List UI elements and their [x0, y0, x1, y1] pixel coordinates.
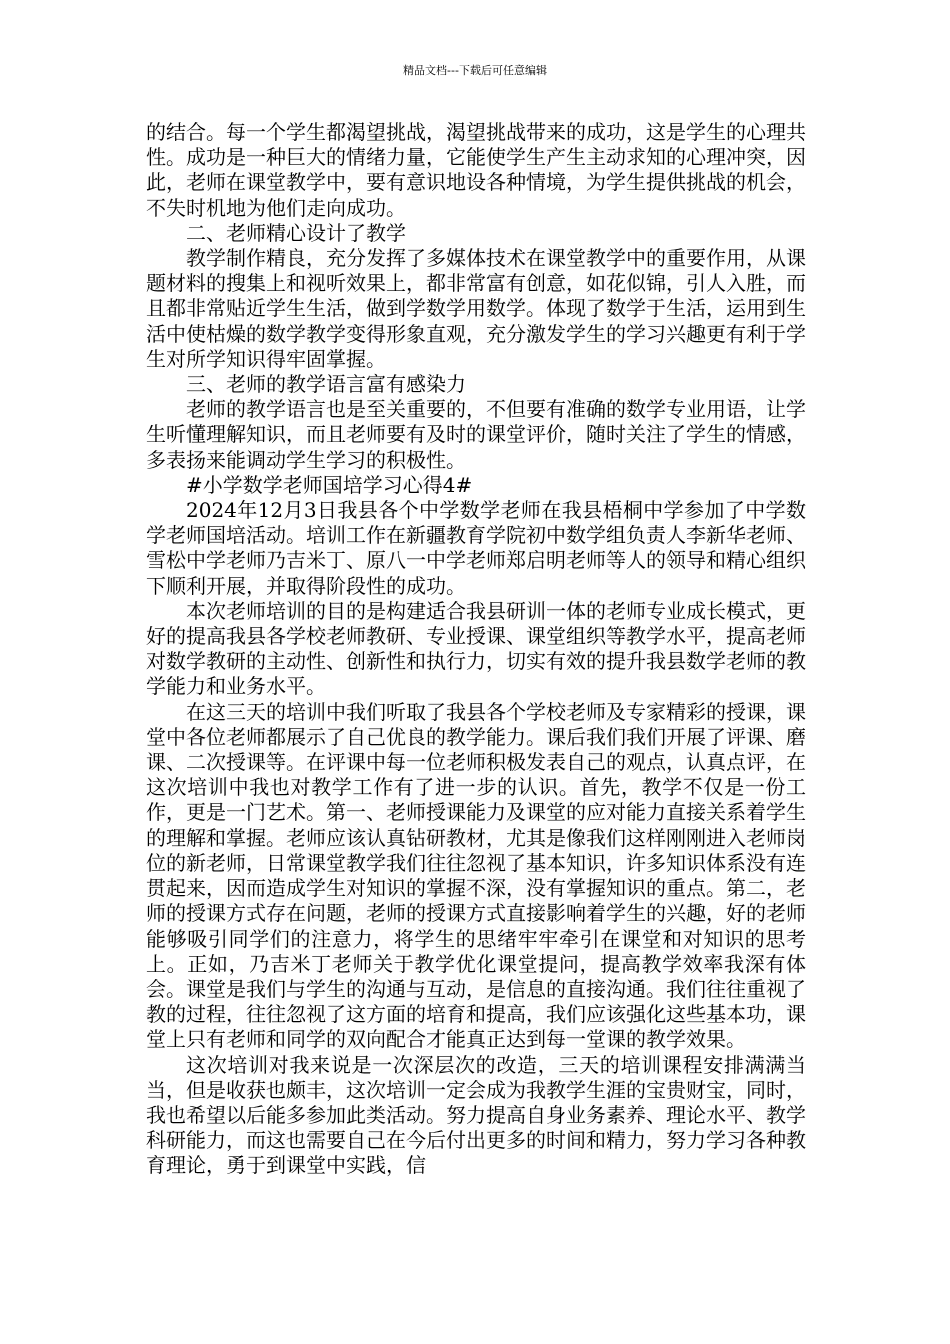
paragraph-training-intro: 2024年12月3日我县各个中学数学老师在我县梧桐中学参加了中学数学老师国培活动。培训工作在新疆教育学院初中数学组负责人李新华老师、雪松中学老师乃吉米丁、原八一中学老师郑启明老师等人的领导和精心组织下顺利开展，并取得阶段性的成功。 [146, 498, 806, 598]
paragraph-teaching-design: 教学制作精良，充分发挥了多媒体技术在课堂教学中的重要作用，从课题材料的搜集上和视听效果上，都非常富有创意，如花似锦，引人入胜，而且都非常贴近学生生活，做到学数学用数学。体现了数学于生活，运用到生活中使枯燥的数学教学变得形象直观，充分激发学生的学习兴趣更有利于学生对所学知识得牢固掌握。 [146, 246, 806, 371]
paragraph-training-experience: 在这三天的培训中我们听取了我县各个学校老师及专家精彩的授课，课堂中各位老师都展示了自己优良的教学能力。课后我们我们开展了评课、磨课、二次授课等。在评课中每一位老师积极发表自己的观点，认真点评，在这次培训中我也对教学工作有了进一步的认识。首先，教学不仅是一份工作，更是一门艺术。第一、老师授课能力及课堂的应对能力直接关系着学生的理解和掌握。老师应该认真钻研教材，尤其是像我们这样刚刚进入老师岗位的新老师，日常课堂教学我们往往忽视了基本知识，许多知识体系没有连贯起来，因而造成学生对知识的掌握不深，没有掌握知识的重点。第二，老师的授课方式存在问题，老师的授课方式直接影响着学生的兴趣，好的老师能够吸引同学们的注意力，将学生的思绪牢牢牵引在课堂和对知识的思考上。正如，乃吉米丁老师关于教学优化课堂提问，提高教学效率我深有体会。课堂是我们与学生的沟通与互动，是信息的直接沟通。我们往往重视了教的过程，往往忽视了这方面的培育和提高，我们应该强化这些基本功，课堂上只有老师和同学的双向配合才能真正达到每一堂课的教学效果。 [146, 699, 806, 1052]
paragraph-training-purpose: 本次老师培训的目的是构建适合我县研训一体的老师专业成长模式，更好的提高我县各学校老师教研、专业授课、课堂组织等教学水平，提高老师对数学教研的主动性、创新性和执行力，切实有效的提升我县数学老师的教学能力和业务水平。 [146, 598, 806, 699]
section-heading-teaching-language: 三、老师的教学语言富有感染力 [186, 372, 466, 397]
section-heading-essay-4: #小学数学老师国培学习心得4# [186, 472, 473, 497]
paragraph-continuation: 的结合。每一个学生都渴望挑战，渴望挑战带来的成功，这是学生的心理共性。成功是一种巨大的情绪力量，它能使学生产生主动求知的心理冲突，因此，老师在课堂教学中，要有意识地设各种情境，为学生提供挑战的机会，不失时机地为他们走向成功。 [146, 120, 806, 220]
page-header: 精品文档---下载后可任意编辑 [403, 64, 547, 77]
paragraph-training-reflection: 这次培训对我来说是一次深层次的改造，三天的培训课程安排满满当当，但是收获也颇丰，这次培训一定会成为我教学生涯的宝贵财宝，同时，我也希望以后能多参加此类活动。努力提高自身业务素养、理论水平、教学科研能力，而这也需要自己在今后付出更多的时间和精力，努力学习各种教育理论，勇于到课堂中实践，信 [146, 1052, 806, 1178]
document-body [146, 120, 806, 1179]
section-heading-teaching-design: 二、老师精心设计了教学 [186, 220, 406, 245]
paragraph-teaching-language: 老师的教学语言也是至关重要的，不但要有准确的数学专业用语，让学生听懂理解知识，而且老师要有及时的课堂评价，随时关注了学生的情感，多表扬来能调动学生学习的积极性。 [146, 397, 806, 472]
